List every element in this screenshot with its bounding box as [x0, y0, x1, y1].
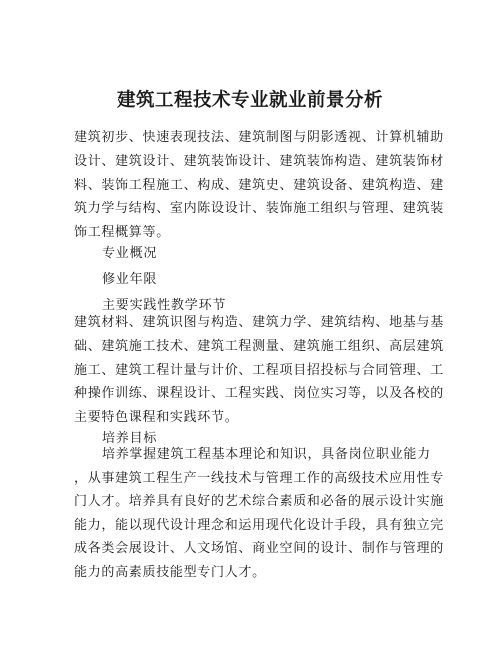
text-line: 建筑材料、建筑识图与构造、建筑力学、建筑结构、地基与基	[74, 315, 444, 330]
section-heading-duration: 修业年限	[102, 272, 158, 287]
text-line: 础、建筑施工技术、建筑工程测量、建筑施工组织、高层建筑	[74, 338, 444, 354]
goal-paragraph	[74, 443, 444, 584]
text-line: 培养掌握建筑工程基本理论和知识，具备岗位职业能力	[102, 447, 431, 462]
text-line: 建筑初步、快速表现技法、建筑制图与阴影透视、计算机辅助	[74, 130, 444, 145]
text-line: 种操作训练、课程设计、工程实践、岗位实习等，以及各校的	[74, 386, 444, 402]
text-line: 料、装饰工程施工、构成、建筑史、建筑设备、建筑构造、建	[74, 177, 444, 193]
document-title: 建筑工程技术专业就业前景分析	[116, 90, 383, 111]
section-heading-overview: 专业概况	[102, 246, 158, 261]
text-line: 能力，能以现代设计理念和运用现代化设计手段，具有独立完	[74, 517, 444, 533]
text-line: 筑力学与结构、室内陈设设计、装饰施工组织与管理、建筑装	[74, 201, 444, 217]
text-line: 设计、建筑设计、建筑装饰设计、建筑装饰构造、建筑装饰材	[74, 153, 444, 169]
practice-paragraph	[74, 311, 444, 430]
text-line: 能力的高素质技能型专门人才。	[74, 564, 266, 580]
text-line: 主要特色课程和实践环节。	[74, 410, 239, 426]
text-line: ，从事建筑工程生产一线技术与管理工作的高级技术应用性专	[74, 470, 444, 486]
section-heading-practice: 主要实践性教学环节	[102, 298, 227, 313]
text-line: 门人才。培养具有良好的艺术综合素质和必备的展示设计实施	[74, 494, 444, 509]
text-line: 施工、建筑工程计量与计价、工程项目招投标与合同管理、工	[74, 362, 444, 378]
text-line: 饰工程概算等。	[74, 225, 170, 241]
text-line: 成各类会展设计、人文场馆、商业空间的设计、制作与管理的	[74, 541, 444, 556]
section-heading-goal: 培养目标	[102, 431, 158, 446]
intro-paragraph	[74, 126, 444, 245]
